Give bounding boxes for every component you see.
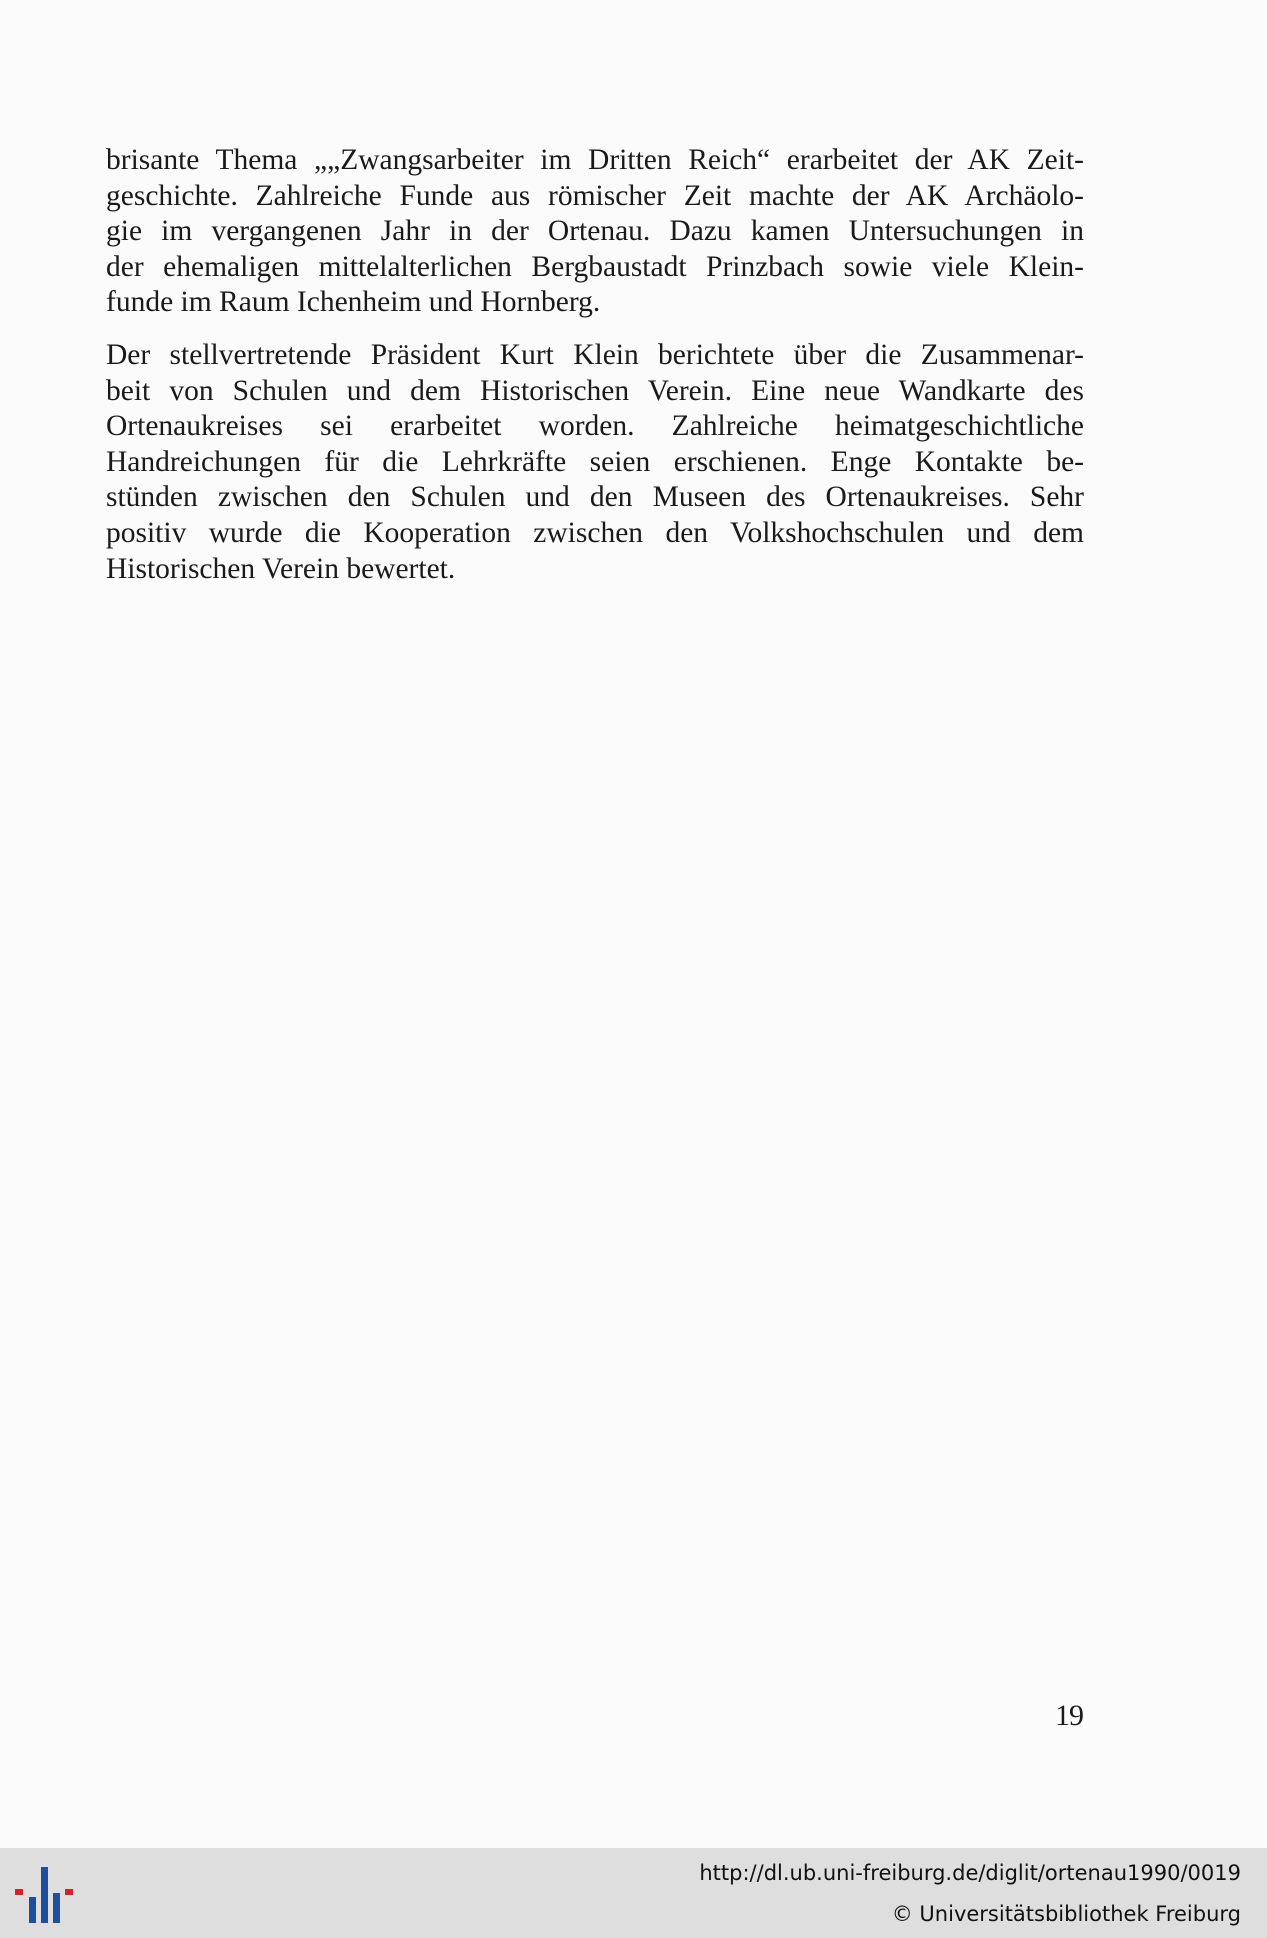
- text-line: positiv wurde die Kooperation zwischen den Volkshochschulen und dem: [106, 516, 1084, 549]
- text-line: geschichte. Zahlreiche Funde aus römischer Zeit machte der AK Archäolo-: [106, 179, 1084, 212]
- page-number: 19: [1055, 1699, 1083, 1732]
- paragraph-2: [106, 338, 1084, 587]
- paragraph-1: [106, 143, 1084, 321]
- text-line: der ehemaligen mittelalterlichen Bergbaustadt Prinzbach sowie viele Klein-: [106, 250, 1084, 283]
- text-line: stünden zwischen den Schulen und den Museen des Ortenaukreises. Sehr: [106, 481, 1084, 514]
- text-line: funde im Raum Ichenheim und Hornberg.: [106, 286, 601, 319]
- ub-freiburg-logo-icon[interactable]: [15, 1867, 85, 1923]
- text-line: Historischen Verein bewertet.: [106, 552, 456, 585]
- text-line: Ortenaukreises sei erarbeitet worden. Zahlreiche heimatgeschichtliche: [106, 410, 1084, 443]
- copyright-notice: © Universitätsbibliothek Freiburg: [891, 1902, 1241, 1926]
- source-url-link[interactable]: http://dl.ub.uni-freiburg.de/diglit/ortenau1990/0019: [699, 1861, 1241, 1885]
- text-line: Handreichungen für die Lehrkräfte seien erschienen. Enge Kontakte be-: [106, 445, 1084, 478]
- text-line: gie im vergangenen Jahr in der Ortenau. Dazu kamen Untersuchungen in: [106, 215, 1084, 248]
- text-line: beit von Schulen und dem Historischen Verein. Eine neue Wandkarte des: [106, 374, 1084, 407]
- text-line: Der stellvertretende Präsident Kurt Klein berichtete über die Zusammenar-: [106, 339, 1084, 371]
- footer-bar: [0, 1848, 1267, 1938]
- text-line: brisante Thema „„Zwangsarbeiter im Dritten Reich“ erarbeitet der AK Zeit-: [106, 144, 1084, 176]
